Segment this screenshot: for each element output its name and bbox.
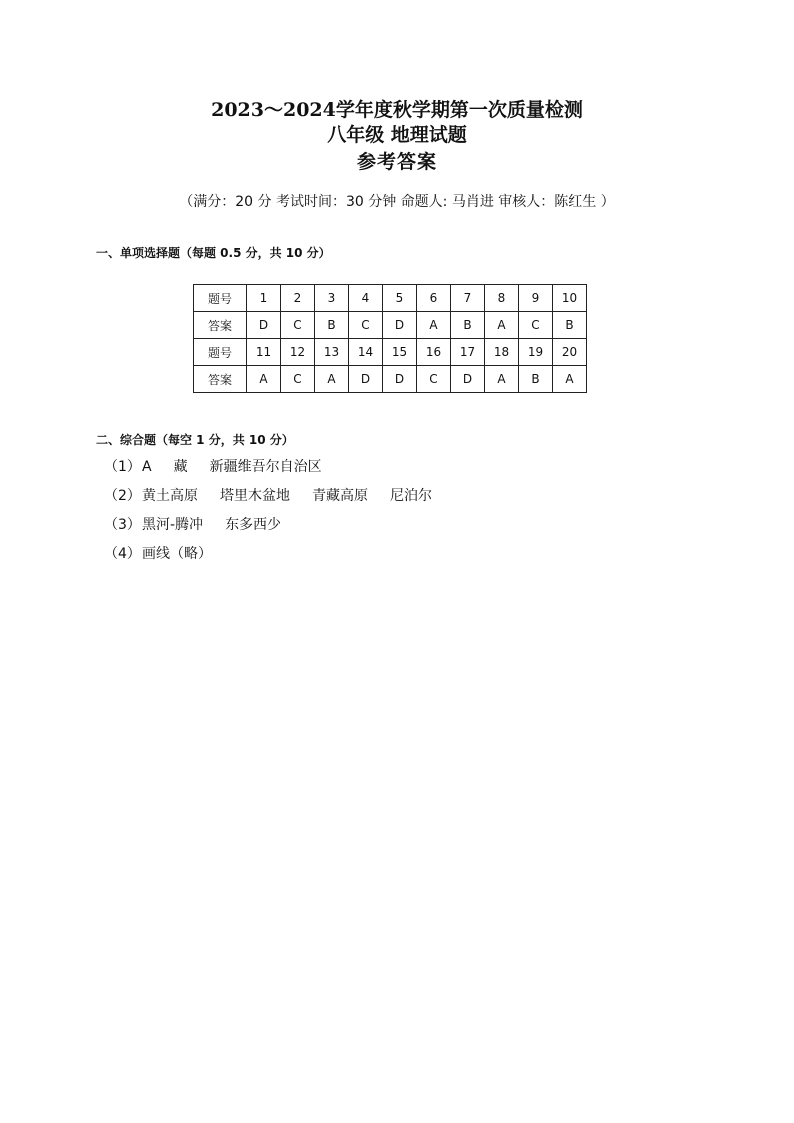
table-cell: B	[519, 366, 553, 393]
question-number: （4）	[104, 546, 141, 562]
table-cell: A	[485, 366, 519, 393]
table-cell: 6	[417, 285, 451, 312]
answer-text: 东多西少	[225, 517, 282, 533]
list-item	[104, 514, 454, 543]
table-cell: C	[519, 312, 553, 339]
answer-text: 尼泊尔	[390, 488, 432, 504]
table-cell: 18	[485, 339, 519, 366]
table-cell: A	[417, 312, 451, 339]
answer-text: 塔里木盆地	[220, 488, 290, 504]
answer-text: 新疆维吾尔自治区	[209, 459, 322, 475]
list-item	[104, 543, 454, 572]
table-cell: A	[485, 312, 519, 339]
table-cell: D	[349, 366, 383, 393]
section-2-heading: 二、综合题（每空 1 分，共 10 分）	[96, 433, 294, 447]
answer-text: 青藏高原	[312, 488, 368, 504]
table-cell: 17	[451, 339, 485, 366]
table-cell: B	[451, 312, 485, 339]
table-row	[194, 285, 587, 312]
question-number: （3）	[104, 517, 141, 533]
table-cell: 13	[315, 339, 349, 366]
table-cell: 3	[315, 285, 349, 312]
table-cell: 5	[383, 285, 417, 312]
list-item	[104, 485, 454, 514]
table-cell: 12	[281, 339, 315, 366]
table-cell: B	[315, 312, 349, 339]
table-cell: B	[553, 312, 587, 339]
table-cell: D	[451, 366, 485, 393]
table-cell: 19	[519, 339, 553, 366]
answer-key-title: 参考答案	[356, 151, 437, 173]
table-cell: 8	[485, 285, 519, 312]
table-cell: D	[383, 312, 417, 339]
answer-text: 黑河-腾冲	[142, 517, 204, 533]
answer-text: A	[142, 459, 152, 475]
table-cell: 11	[247, 339, 281, 366]
row-label: 答案	[194, 366, 247, 393]
table-cell: C	[417, 366, 451, 393]
answer-text: 黄土高原	[142, 488, 198, 504]
row-label: 答案	[194, 312, 247, 339]
comprehensive-answers	[104, 456, 454, 572]
section-1-heading: 一、单项选择题（每题 0.5 分，共 10 分）	[96, 246, 331, 260]
row-label: 题号	[194, 285, 247, 312]
title-block	[0, 98, 794, 175]
table-cell: C	[281, 366, 315, 393]
row-label: 题号	[194, 339, 247, 366]
table-cell: A	[553, 366, 587, 393]
question-number: （2）	[104, 488, 141, 504]
table-cell: 1	[247, 285, 281, 312]
table-cell: D	[383, 366, 417, 393]
table-cell: A	[247, 366, 281, 393]
table-cell: 4	[349, 285, 383, 312]
table-cell: 9	[519, 285, 553, 312]
table-cell: C	[281, 312, 315, 339]
table-cell: 16	[417, 339, 451, 366]
table-cell: 20	[553, 339, 587, 366]
table-cell: 15	[383, 339, 417, 366]
table-cell: 7	[451, 285, 485, 312]
exam-meta: （满分：20 分 考试时间：30 分钟 命题人: 马肖进 审核人：陈红生 ）	[179, 194, 615, 210]
table-cell: 10	[553, 285, 587, 312]
question-number: （1）	[104, 459, 141, 475]
table-cell: 2	[281, 285, 315, 312]
answer-text: 画线（略）	[142, 546, 212, 562]
table-row	[194, 339, 587, 366]
answer-text: 藏	[173, 459, 188, 475]
table-cell: A	[315, 366, 349, 393]
exam-subtitle: 八年级 地理试题	[327, 124, 467, 146]
table-cell: 14	[349, 339, 383, 366]
table-row	[194, 312, 587, 339]
table-cell: D	[247, 312, 281, 339]
table-cell: C	[349, 312, 383, 339]
answer-table	[193, 284, 587, 393]
table-row	[194, 366, 587, 393]
list-item	[104, 456, 454, 485]
exam-title: 2023～2024学年度秋学期第一次质量检测	[211, 99, 583, 121]
